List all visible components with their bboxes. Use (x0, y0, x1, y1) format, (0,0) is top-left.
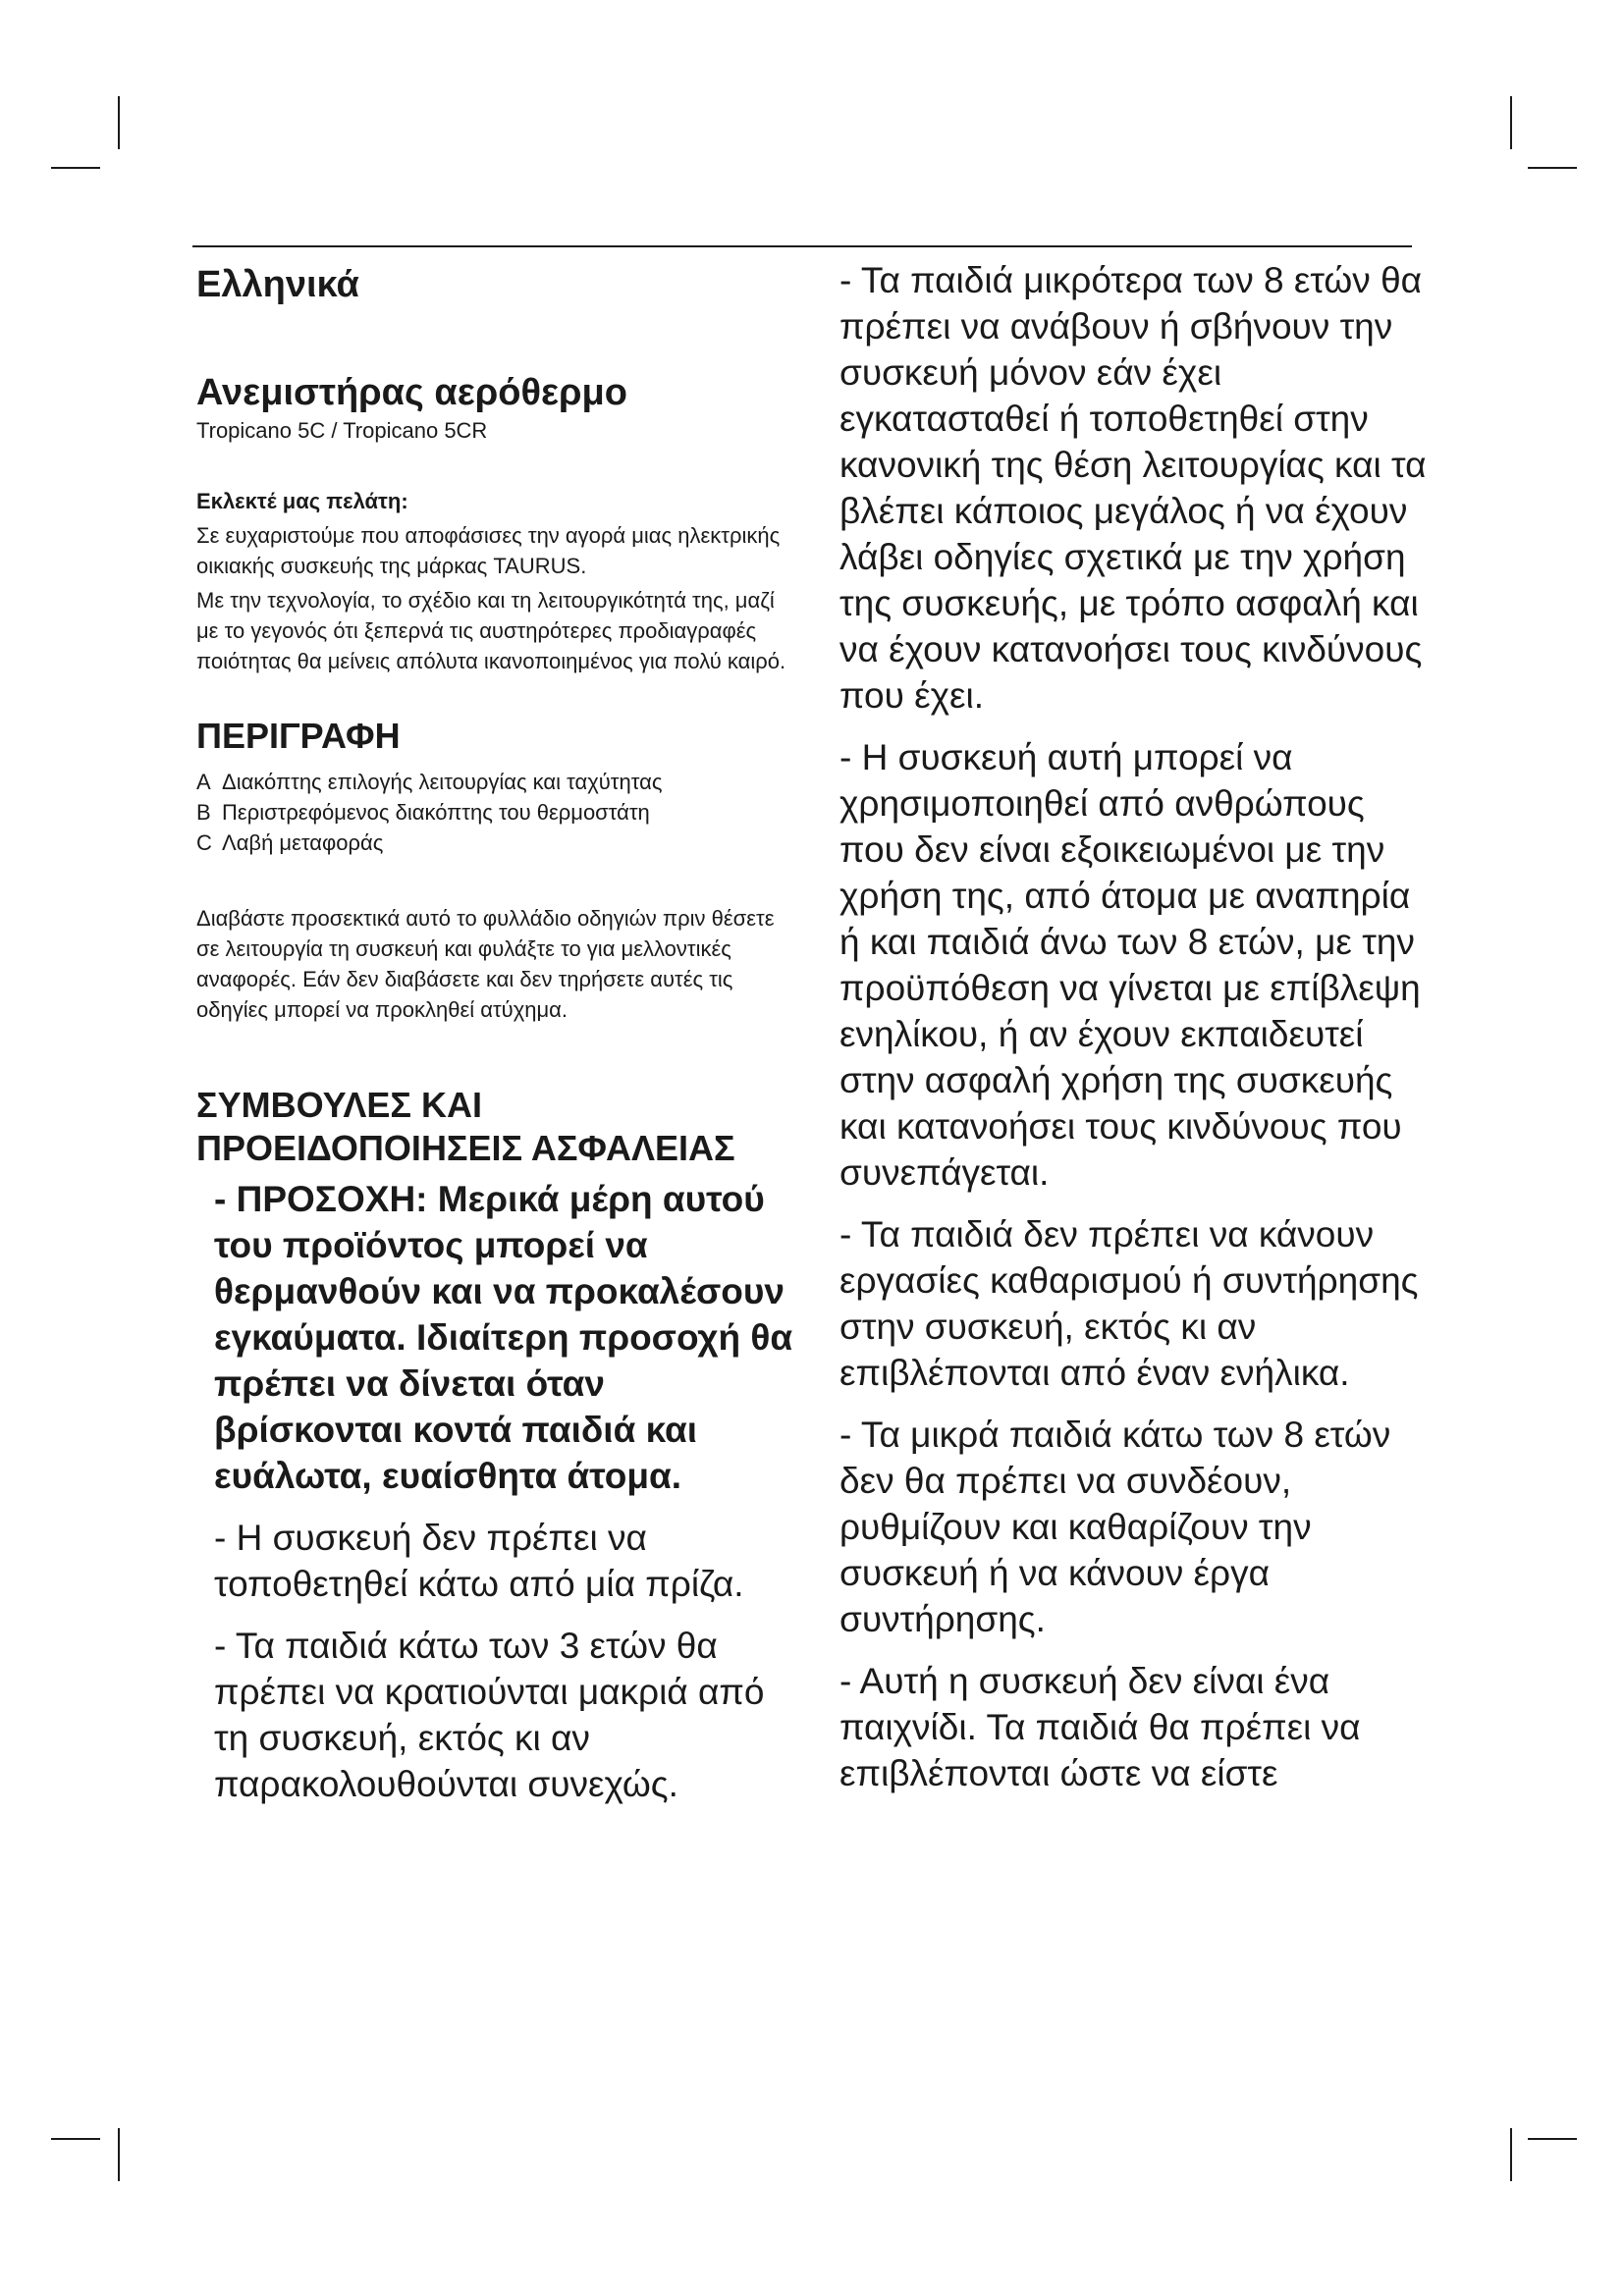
part-letter: A (196, 770, 211, 794)
safety-item: - Τα παιδιά κάτω των 3 ετών θα πρέπει να κρατιούνται μακριά από τη συσκευή, εκτός κι αν παρακολουθούνται συνεχώς. (214, 1626, 765, 1804)
top-rule (192, 245, 1412, 247)
safety-item: - Η συσκευή δεν πρέπει να τοποθετηθεί κάτω από μία πρίζα. (214, 1518, 744, 1604)
model-names: Tropicano 5C / Tropicano 5CR (196, 418, 488, 443)
product-title: Ανεμιστήρας αερόθερμο (196, 372, 628, 413)
part-label: Περιστρεφόμενος διακόπτης του θερμοστάτη (222, 800, 650, 825)
safety-item: - Τα παιδιά μικρότερα των 8 ετών θα πρέπει να ανάβουν ή σβήνουν την συσκευή μόνον εάν έχει εγκατασταθεί ή τοποθετηθεί στην κανονική της θέση λειτουργίας και τα βλέπει κάποιος μεγάλος ή να έχουν λάβει οδηγίες σχετικά με την χρήση της συσκευής, με τρόπο ασφαλή και να έχουν κατανοήσει τους κινδύνους που έχει. (839, 260, 1427, 716)
crop-mark (51, 167, 100, 169)
crop-mark (1528, 2138, 1577, 2140)
description-heading: ΠΕΡΙΓΡΑΦΗ (196, 716, 401, 756)
caution-warning: - ΠΡΟΣΟΧΗ: Μερικά μέρη αυτού του προϊόντος μπορεί να θερμανθούν και να προκαλέσουν εγκαύματα. Ιδιαίτερη προσοχή θα πρέπει να δίνεται όταν βρίσκονται κοντά παιδιά και ευάλωτα, ευαίσθητα άτομα. (214, 1179, 793, 1496)
part-label: Λαβή μεταφοράς (222, 830, 384, 855)
safety-heading: ΣΥΜΒΟΥΛΕΣ ΚΑΙ ΠΡΟΕΙΔΟΠΟΙΗΣΕΙΣ ΑΣΦΑΛΕΙΑΣ (196, 1085, 735, 1168)
crop-mark (51, 2138, 100, 2140)
right-column (839, 257, 1429, 1796)
list-item (196, 828, 795, 858)
list-item (196, 797, 795, 828)
safety-item: - Η συσκευή αυτή μπορεί να χρησιμοποιηθεί από ανθρώπους που δεν είναι εξοικειωμένοι με την χρήση της, από άτομα με αναπηρία ή και παιδιά άνω των 8 ετών, με την προϋπόθεση να γίνεται με επίβλεψη ενηλίκου, ή αν έχουν εκπαιδευτεί στην ασφαλή χρήση της συσκευής και κατανοήσει τους κινδύνους που συνεπάγεται. (839, 737, 1421, 1193)
crop-mark (1510, 96, 1512, 149)
crop-mark (1528, 167, 1577, 169)
safety-item: - Τα μικρά παιδιά κάτω των 8 ετών δεν θα πρέπει να συνδέουν, ρυθμίζουν και καθαρίζουν την συσκευή ή να κάνουν έργα συντήρησης. (839, 1415, 1391, 1639)
safety-item: - Τα παιδιά δεν πρέπει να κάνουν εργασίες καθαρισμού ή συντήρησης στην συσκευή, εκτός κι αν επιβλέπονται από έναν ενήλικα. (839, 1214, 1419, 1393)
safety-item: - Αυτή η συσκευή δεν είναι ένα παιχνίδι. Τα παιδιά θα πρέπει να επιβλέπονται ώστε να είστε (839, 1661, 1361, 1793)
language-heading: Ελληνικά (196, 264, 359, 305)
intro-paragraph: Σε ευχαριστούμε που αποφάσισες την αγορά μιας ηλεκτρικής οικιακής συσκευής της μάρκας TAURUS. (196, 523, 781, 578)
crop-mark (118, 2128, 120, 2181)
part-letter: C (196, 830, 212, 855)
crop-mark (1510, 2128, 1512, 2181)
left-column (196, 257, 795, 1807)
intro-paragraph: Με την τεχνολογία, το σχέδιο και τη λειτουργικότητά της, μαζί με το γεγονός ότι ξεπερνά τις αυστηρότερες προδιαγραφές ποιότητας θα μείνεις απόλυτα ικανοποιημένος για πολύ καιρό. (196, 588, 786, 673)
greeting: Εκλεκτέ μας πελάτη: (196, 489, 408, 513)
read-instructions-notice: Διαβάστε προσεκτικά αυτό το φυλλάδιο οδηγιών πριν θέσετε σε λειτουργία τη συσκευή και φυλάξτε το για μελλοντικές αναφορές. Εάν δεν διαβάσετε και δεν τηρήσετε αυτές τις οδηγίες μπορεί να προκληθεί ατύχημα. (196, 906, 775, 1022)
crop-mark (118, 96, 120, 149)
list-item (196, 767, 795, 797)
parts-list (196, 767, 795, 858)
part-label: Διακόπτης επιλογής λειτουργίας και ταχύτητας (222, 770, 663, 794)
part-letter: B (196, 800, 211, 825)
